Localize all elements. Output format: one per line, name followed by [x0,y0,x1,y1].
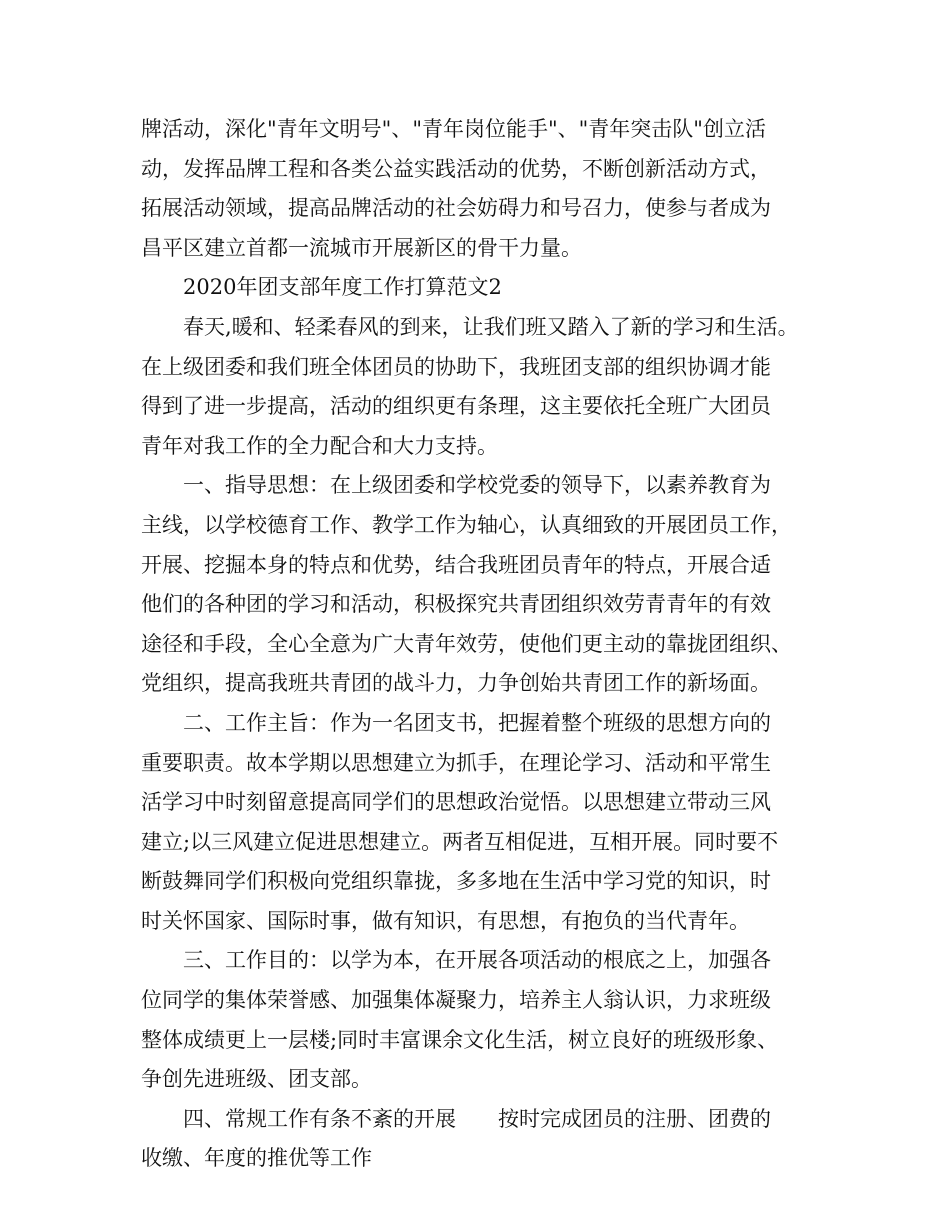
text-line: 三、工作目的：以学为本，在开展各项活动的根底之上，加强各 [183,948,771,973]
text-line: 春天,暖和、轻柔春风的到来，让我们班又踏入了新的学习和生活。 [183,314,799,339]
text-line: 四、常规工作有条不紊的开展 按时完成团员的注册、团费的 [183,1106,771,1131]
text-line: 得到了进一步提高，活动的组织更有条理，这主要依托全班广大团员 [141,394,771,419]
text-line: 在上级团委和我们班全体团员的协助下，我班团支部的组织协调才能 [141,354,771,379]
text-line: 牌活动，深化"青年文明号"、"青年岗位能手"、"青年突击队"创立活 [141,117,766,141]
section-heading: 2020年团支部年度工作打算范文2 [183,275,502,300]
text-line: 主线，以学校德育工作、教学工作为轴心，认真细致的开展团员工作， [141,512,792,537]
text-line: 青年对我工作的全力配合和大力支持。 [141,433,498,458]
text-line: 拓展活动领域，提高品牌活动的社会妨碍力和号召力，使参与者成为 [141,196,771,221]
text-line: 重要职责。故本学期以思想建立为抓手，在理论学习、活动和平常生 [141,750,771,775]
text-line: 昌平区建立首都一流城市开展新区的骨干力量。 [141,235,582,260]
text-line: 党组织，提高我班共青团的战斗力，力争创始共青团工作的新场面。 [141,671,771,696]
text-line: 二、工作主旨：作为一名团支书，把握着整个班级的思想方向的 [183,710,771,735]
text-line: 途径和手段，全心全意为广大青年效劳，使他们更主动的靠拢团组织、 [141,631,792,656]
document-body [141,110,831,1179]
text-line: 收缴、年度的推优等工作 [141,1146,372,1171]
text-line: 动，发挥品牌工程和各类公益实践活动的优势，不断创新活动方式， [141,156,771,181]
text-line: 争创先进班级、团支部。 [141,1067,372,1092]
text-line: 他们的各种团的学习和活动，积极探究共青团组织效劳青青年的有效 [141,592,771,617]
text-line: 开展、挖掘本身的特点和优势，结合我班团员青年的特点，开展合适 [141,552,771,577]
text-line: 整体成绩更上一层楼;同时丰富课余文化生活，树立良好的班级形象、 [141,1027,779,1052]
text-line: 位同学的集体荣誉感、加强集体凝聚力，培养主人翁认识，力求班级 [141,988,771,1013]
text-line: 建立;以三风建立促进思想建立。两者互相促进，互相开展。同时要不 [141,829,779,854]
text-line: 一、指导思想：在上级团委和学校党委的领导下，以素养教育为 [183,473,771,498]
text-line: 活学习中时刻留意提高同学们的思想政治觉悟。以思想建立带动三风 [141,790,771,815]
text-line: 时关怀国家、国际时事，做有知识，有思想，有抱负的当代青年。 [141,908,750,933]
text-line: 断鼓舞同学们积极向党组织靠拢，多多地在生活中学习党的知识，时 [141,869,771,894]
